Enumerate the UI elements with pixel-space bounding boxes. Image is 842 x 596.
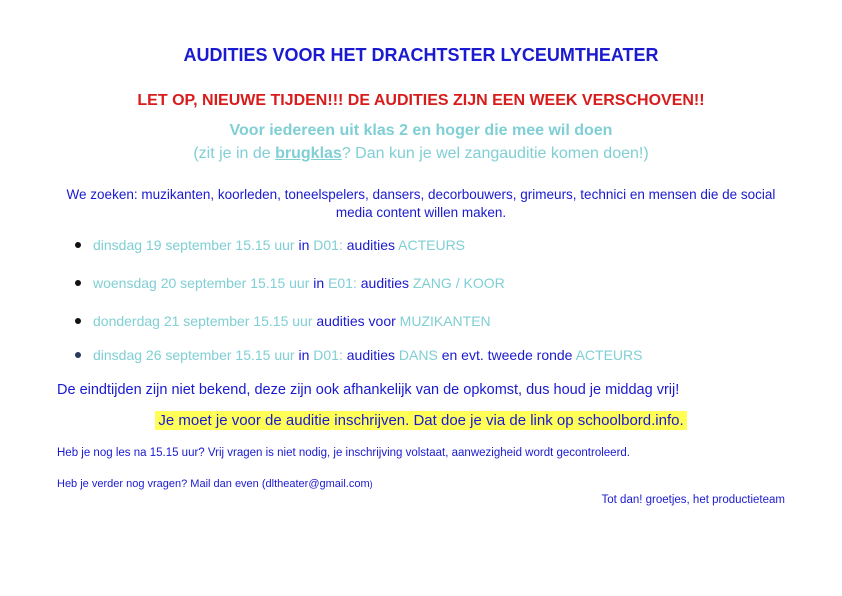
schedule-what: ACTEURS bbox=[398, 237, 466, 253]
bullet-icon bbox=[75, 280, 81, 286]
schedule-when: dinsdag 19 september 15.15 uur bbox=[93, 237, 295, 253]
schedule-audities: audities bbox=[342, 237, 399, 253]
schedule-room: D01: bbox=[313, 347, 343, 363]
schedule-what-2: ACTEURS bbox=[575, 347, 643, 363]
page-title: AUDITIES VOOR HET DRACHTSTER LYCEUMTHEATER bbox=[183, 45, 659, 65]
schedule-in: in bbox=[294, 237, 314, 253]
schedule-room: E01: bbox=[328, 275, 357, 291]
questions-text: Heb je verder nog vragen? Mail dan even (dltheater@gmail.com bbox=[57, 478, 370, 490]
schedule-audities: audities voor bbox=[312, 313, 400, 329]
brugklas-link[interactable]: brugklas bbox=[275, 145, 342, 162]
end-times-note: De eindtijden zijn niet bekend, deze zijn ook afhankelijk van de opkomst, dus houd je middag vrij! bbox=[57, 382, 680, 398]
schedule-extra: en evt. tweede ronde bbox=[437, 347, 576, 363]
registration-note bbox=[0, 412, 842, 429]
brugklas-note bbox=[0, 145, 842, 163]
questions-note bbox=[57, 478, 373, 490]
schedule-room: D01: bbox=[313, 237, 343, 253]
brugklas-note-pre: (zit je in de bbox=[193, 145, 276, 162]
registration-highlight: Je moet je voor de auditie inschrijven. Dat doe je via de link op schoolbord.info. bbox=[155, 411, 686, 430]
schedule-in: in bbox=[294, 347, 314, 363]
lessons-note: Heb je nog les na 15.15 uur? Vrij vragen is niet nodig, je inschrijving volstaat, aanwezigheid wordt gecontroleerd. bbox=[57, 447, 630, 459]
intro-line: Voor iedereen uit klas 2 en hoger die mee wil doen bbox=[229, 122, 613, 139]
schedule-when: dinsdag 26 september 15.15 uur bbox=[93, 347, 295, 363]
brugklas-note-post: ? Dan kun je wel zangauditie komen doen!) bbox=[341, 145, 649, 162]
questions-close: ) bbox=[369, 479, 373, 489]
schedule-what: ZANG / KOOR bbox=[412, 275, 505, 291]
schedule-in: in bbox=[309, 275, 329, 291]
bullet-icon bbox=[75, 318, 81, 324]
bullet-icon bbox=[75, 242, 81, 248]
schedule-audities: audities bbox=[356, 275, 413, 291]
schedule-what: MUZIKANTEN bbox=[399, 313, 491, 329]
bullet-icon bbox=[75, 352, 81, 358]
schedule-audities: audities bbox=[342, 347, 399, 363]
schedule-when: donderdag 21 september 15.15 uur bbox=[93, 313, 313, 329]
schedule-change-notice: LET OP, NIEUWE TIJDEN!!! DE AUDITIES ZIJN EEN WEEK VERSCHOVEN!! bbox=[137, 92, 705, 109]
schedule-when: woensdag 20 september 15.15 uur bbox=[93, 275, 310, 291]
signoff: Tot dan! groetjes, het productieteam bbox=[601, 494, 785, 506]
seeking-paragraph: We zoeken: muzikanten, koorleden, toneelspelers, dansers, decorbouwers, grimeurs, technici en mensen die de social media content willen maken. bbox=[66, 187, 776, 220]
schedule-what: DANS bbox=[398, 347, 438, 363]
